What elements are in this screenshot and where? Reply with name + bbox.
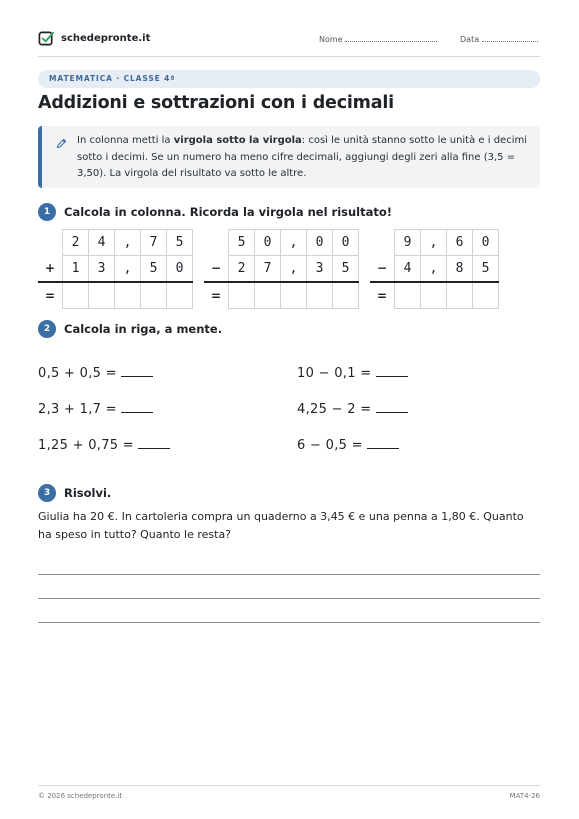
- comma-cell: ,: [115, 230, 141, 256]
- sheet-code: MAT4-26: [509, 792, 540, 800]
- digit-cell: 7: [255, 256, 281, 283]
- subject-pill: [38, 70, 540, 88]
- expression-text: 4,25 − 2 =: [297, 402, 372, 417]
- answer-line[interactable]: [38, 574, 540, 575]
- copyright-text: © 2026 schedepronte.it: [38, 792, 123, 800]
- tip-text-bold: virgola sotto la virgola: [173, 135, 302, 146]
- section-3-heading: [38, 484, 111, 502]
- digit-cell: 6: [447, 230, 473, 256]
- operand-bottom-row: [38, 256, 193, 283]
- expression-text: 1,25 + 0,75 =: [38, 438, 134, 453]
- digit-cell: 3: [89, 256, 115, 283]
- pencil-icon: [56, 138, 67, 149]
- result-row: [38, 282, 193, 309]
- answer-cell[interactable]: [281, 282, 307, 309]
- word-problem: Giulia ha 20 €. In cartoleria compra un quaderno a 3,45 € e una penna a 1,80 €. Quanto ha speso in tutto? Quanto le resta?: [38, 510, 524, 541]
- section-1-title: Calcola in colonna. Ricorda la virgola nel risultato!: [64, 205, 393, 219]
- digit-cell: 2: [229, 256, 255, 283]
- section-2-title: Calcola in riga, a mente.: [64, 322, 223, 336]
- operator-sign: +: [44, 261, 56, 276]
- page-header: [38, 28, 540, 57]
- mental-exercise: [297, 400, 408, 417]
- digit-cell: 5: [333, 256, 359, 283]
- brand-name: schedepronte.it: [61, 33, 151, 44]
- equals-sign: =: [204, 282, 229, 309]
- digit-cell: 5: [229, 230, 255, 256]
- comma-cell: ,: [281, 256, 307, 283]
- answer-blank[interactable]: [376, 400, 408, 413]
- digit-cell: 4: [89, 230, 115, 256]
- mental-exercise: [297, 364, 408, 381]
- date-label: Data: [460, 35, 480, 44]
- operand-top-row: [204, 230, 359, 256]
- operator-sign: −: [210, 261, 222, 276]
- name-label: Nome: [319, 35, 343, 44]
- name-line[interactable]: [345, 41, 437, 42]
- mental-exercise: [38, 400, 153, 417]
- tip-text-start: In colonna metti la: [77, 135, 174, 146]
- answer-blank[interactable]: [121, 364, 153, 377]
- answer-cell[interactable]: [115, 282, 141, 309]
- comma-cell: ,: [115, 256, 141, 283]
- column-operation-3: [370, 229, 499, 309]
- digit-cell: 3: [307, 256, 333, 283]
- operand-top-row: [370, 230, 499, 256]
- comma-cell: ,: [281, 230, 307, 256]
- answer-cell[interactable]: [89, 282, 115, 309]
- answer-cell[interactable]: [307, 282, 333, 309]
- tip-text-end: : così le unità stanno sotto le unità e i decimi sotto i decimi. Se un numero ha meno cifre decimali, aggiungi degli zeri alla fine (3,5 = 3,50). La virgola del risultato va sotto le altre.: [77, 135, 527, 179]
- mental-exercise: [297, 436, 399, 453]
- checkbox-logo-icon: [38, 30, 55, 47]
- operand-bottom-row: [204, 256, 359, 283]
- equals-sign: =: [370, 282, 395, 309]
- digit-cell: 1: [63, 256, 89, 283]
- answer-cell[interactable]: [255, 282, 281, 309]
- column-operation-1: [38, 229, 193, 309]
- digit-cell: 2: [63, 230, 89, 256]
- section-1-badge: 1: [38, 203, 56, 221]
- date-field[interactable]: [460, 35, 538, 44]
- digit-cell: 0: [307, 230, 333, 256]
- expression-text: 2,3 + 1,7 =: [38, 402, 117, 417]
- digit-cell: 5: [141, 256, 167, 283]
- section-2-badge: 2: [38, 320, 56, 338]
- digit-cell: 5: [473, 256, 499, 283]
- date-line[interactable]: [482, 41, 538, 42]
- digit-cell: 0: [255, 230, 281, 256]
- digit-cell: 4: [395, 256, 421, 283]
- column-operation-2: [204, 229, 359, 309]
- page-footer: [38, 785, 540, 800]
- expression-text: 10 − 0,1 =: [297, 366, 372, 381]
- answer-blank[interactable]: [376, 364, 408, 377]
- digit-cell: 7: [141, 230, 167, 256]
- answer-cell[interactable]: [63, 282, 89, 309]
- digit-cell: 0: [167, 256, 193, 283]
- name-field[interactable]: [319, 35, 437, 44]
- mental-exercise: [38, 436, 170, 453]
- answer-cell[interactable]: [421, 282, 447, 309]
- page-title: Addizioni e sottrazioni con i decimali: [38, 93, 394, 113]
- section-1-heading: [38, 203, 392, 221]
- answer-cell[interactable]: [141, 282, 167, 309]
- answer-line[interactable]: [38, 622, 540, 623]
- comma-cell: ,: [421, 256, 447, 283]
- answer-blank[interactable]: [367, 436, 399, 449]
- equals-sign: =: [38, 282, 63, 309]
- expression-text: 0,5 + 0,5 =: [38, 366, 117, 381]
- answer-cell[interactable]: [395, 282, 421, 309]
- digit-cell: 9: [395, 230, 421, 256]
- digit-cell: 0: [333, 230, 359, 256]
- operator-sign: −: [376, 261, 388, 276]
- tip-box: [38, 126, 540, 188]
- section-3-badge: 3: [38, 484, 56, 502]
- answer-blank[interactable]: [138, 436, 170, 449]
- subject-label: MATEMATICA · CLASSE 4ª: [49, 74, 176, 83]
- answer-cell[interactable]: [229, 282, 255, 309]
- brand-logo: [38, 30, 150, 47]
- answer-line[interactable]: [38, 598, 540, 599]
- digit-cell: 0: [473, 230, 499, 256]
- operand-bottom-row: [370, 256, 499, 283]
- answer-blank[interactable]: [121, 400, 153, 413]
- digit-cell: 5: [167, 230, 193, 256]
- mental-exercise: [38, 364, 153, 381]
- result-row: [370, 282, 499, 309]
- section-3-title: Risolvi.: [64, 486, 112, 500]
- answer-cell[interactable]: [333, 282, 359, 309]
- answer-cell[interactable]: [473, 282, 499, 309]
- operand-top-row: [38, 230, 193, 256]
- comma-cell: ,: [421, 230, 447, 256]
- digit-cell: 8: [447, 256, 473, 283]
- answer-cell[interactable]: [167, 282, 193, 309]
- section-2-heading: [38, 320, 222, 338]
- answer-cell[interactable]: [447, 282, 473, 309]
- result-row: [204, 282, 359, 309]
- tip-text: [77, 133, 537, 183]
- expression-text: 6 − 0,5 =: [297, 438, 363, 453]
